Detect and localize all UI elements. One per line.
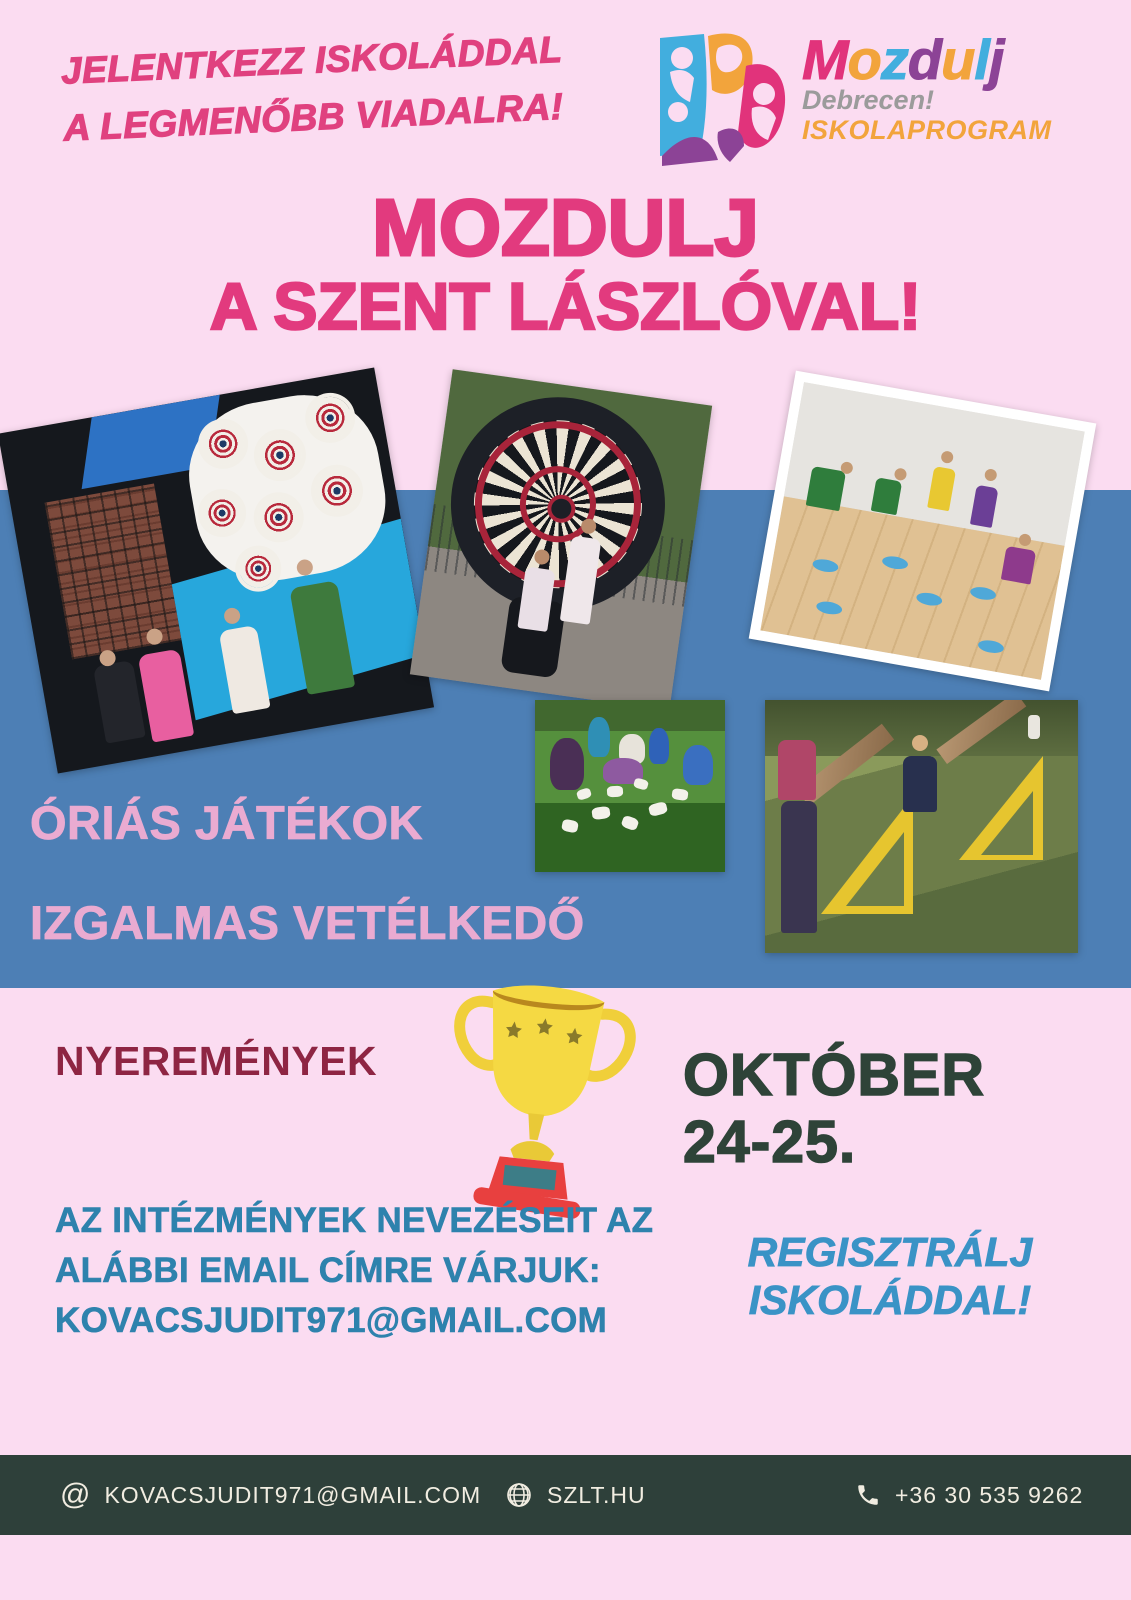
registration-info [55,1196,653,1346]
tagline-line1: JELENTKEZZ ISKOLÁDDAL [60,28,564,92]
date-month: OKTÓBER [683,1042,985,1108]
registration-cta-line2: ISKOLÁDDAL! [748,1277,1032,1323]
footer-phone [855,1455,1083,1535]
photo-giant-dartboard [410,369,712,710]
photo-ball-target-inflatable [0,367,434,773]
footer-email [60,1455,481,1535]
footer-phone-text: +36 30 535 9262 [895,1481,1084,1508]
logo-letter: l [974,28,989,91]
registration-cta-line1: REGISZTRÁLJ [747,1229,1033,1275]
date-days: 24-25. [683,1109,857,1175]
event-date [683,1042,985,1176]
logo-letter: M [802,28,848,91]
trophy-icon [426,968,650,1228]
logo-letter: z [880,28,908,91]
logo-letter: o [847,28,881,91]
footer-website [505,1455,646,1535]
logo-word [802,30,1082,90]
event-tagline [60,17,644,156]
registration-email: KOVACSJUDIT971@GMAIL.COM [55,1301,608,1340]
footer-email-text: KOVACSJUDIT971@GMAIL.COM [104,1481,482,1508]
page-title [0,183,1131,343]
tagline-line2: A LEGMENŐBB VIADALRA! [62,85,565,149]
contact-footer [0,1455,1131,1535]
globe-icon [505,1481,533,1509]
mozdulj-debrecen-logo [652,28,1082,178]
at-icon: @ [60,1478,91,1511]
photo-grass-puzzle [535,700,725,872]
logo-letter: u [941,28,975,91]
prizes-label: NYEREMÉNYEK [55,1038,378,1084]
registration-cta [730,1228,1050,1324]
registration-info-line1: AZ INTÉZMÉNYEK NEVEZÉSEIT AZ [55,1201,654,1240]
logo-text [802,30,1082,146]
logo-program: ISKOLAPROGRAM [802,115,1052,145]
logo-subtitle: Debrecen! [802,85,935,115]
title-line1: MOZDULJ [372,183,759,272]
feature-giant-games: ÓRIÁS JÁTÉKOK [30,796,423,849]
phone-icon [855,1482,881,1508]
feature-quiz: IZGALMAS VETÉLKEDŐ [30,896,585,949]
logo-letter: j [988,28,1004,91]
photo-gym-floor-game [749,371,1097,692]
footer-website-text: SZLT.HU [547,1481,646,1508]
title-line2: A SZENT LÁSZLÓVAL! [209,269,922,343]
registration-info-line2: ALÁBBI EMAIL CÍMRE VÁRJUK: [55,1251,601,1290]
logo-letter: d [907,28,942,91]
logo-dancers-icon [652,32,794,170]
photo-yellow-ramps [765,700,1078,953]
